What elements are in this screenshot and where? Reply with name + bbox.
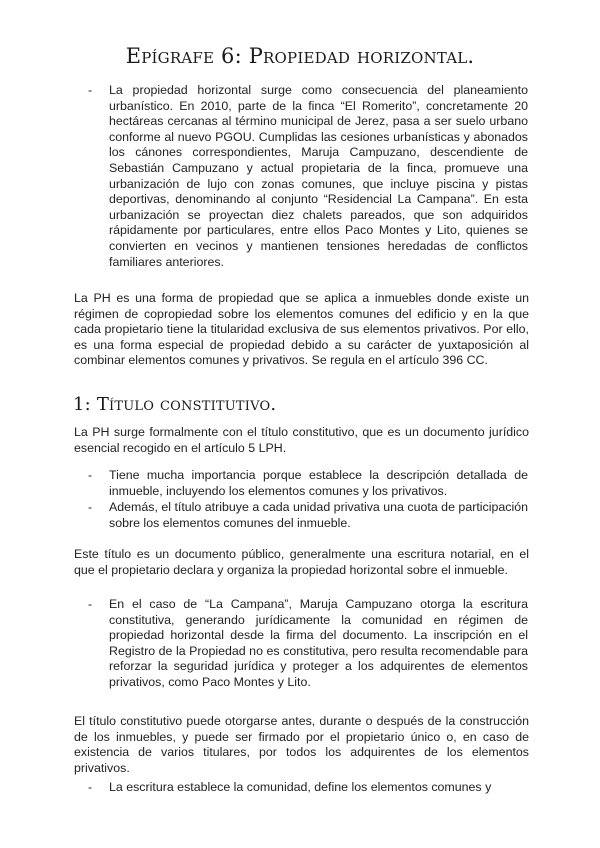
bullet-intro bbox=[88, 83, 528, 270]
paragraph-titulo: La PH surge formalmente con el título constitutivo, que es un documento jurídico esencial recogido en el artículo 5 LPH. bbox=[74, 425, 529, 455]
bullet-cuota-text: Además, el título atribuye a cada unidad privativa una cuota de participación sobre los elementos comunes del inmueble. bbox=[109, 500, 528, 530]
bullet-campana-text: En el caso de “La Campana”, Maruja Campuzano otorga la escritura constitutiva, generando jurídicamente la comunidad en régimen de propiedad horizontal desde la firma del documento. La inscripción en el Registro de la Propiedad no es constitutiva, pero resulta recomendable para reforzar la seguridad jurídica y proteger a los adquirentes de elementos privativos, como Paco Montes y Lito. bbox=[109, 597, 528, 689]
bullet-dash: - bbox=[88, 83, 93, 97]
paragraph-documento: Este título es un documento público, generalmente una escritura notarial, en el que el propietario declara y organiza la propiedad horizontal sobre el inmueble. bbox=[74, 547, 529, 577]
paragraph-definition: La PH es una forma de propiedad que se aplica a inmuebles donde existe un régimen de copropiedad sobre los elementos comunes del edificio y en la que cada propietario tiene la titularidad exclusiva de sus elementos privativos. Por ello, es una forma especial de propiedad debido a su carácter de yuxtaposición al combinar elementos comunes y privativos. Se regula en el artículo 396 CC. bbox=[74, 291, 529, 368]
bullet-dash: - bbox=[88, 597, 93, 611]
bullet-importance-text: Tiene mucha importancia porque establece la descripción detallada de inmueble, incluyendo los elementos comunes y los privativos. bbox=[109, 468, 528, 498]
bullet-intro-text: La propiedad horizontal surge como consecuencia del planeamiento urbanístico. En 2010, parte de la finca “El Romerito”, concretamente 20 hectáreas cercanas al término municipal de Jerez, pasa a ser suelo urbano conforme al nuevo PGOU. Cumplidas las cesiones urbanísticas y abonados los cánones correspondientes, Maruja Campuzano, descendiente de Sebastián Campuzano y actual propietaria de la finca, promueve una urbanización de lujo con zonas comunes, que incluye piscina y pistas deportivas, denominando al conjunto “Residencial La Campana”. En esta urbanización se proyectan diez chalets pareados, que son adquiridos rápidamente por particulares, entre ellos Paco Montes y Lito, quienes se convierten en vecinos y mantienen tensiones heredadas de conflictos familiares anteriores. bbox=[109, 83, 528, 269]
bullet-dash: - bbox=[88, 468, 93, 482]
paragraph-otorgarse: El título constitutivo puede otorgarse antes, durante o después de la construcción de los inmuebles, y puede ser firmado por el propietario único o, en caso de existencia de varios titulares, por todos los adquirentes de los elementos privativos. bbox=[74, 714, 529, 775]
bullet-cuota bbox=[88, 500, 528, 531]
bullet-dash: - bbox=[88, 500, 93, 514]
bullet-campana bbox=[88, 597, 528, 691]
bullet-dash: - bbox=[88, 780, 93, 794]
section-heading-titulo-constitutivo: 1: Título constitutivo. bbox=[73, 394, 277, 415]
bullet-escritura-text: La escritura establece la comunidad, define los elementos comunes y bbox=[109, 780, 492, 794]
page-title: Epígrafe 6: Propiedad horizontal. bbox=[125, 44, 475, 68]
bullet-escritura bbox=[88, 780, 528, 796]
bullet-importance bbox=[88, 468, 528, 499]
